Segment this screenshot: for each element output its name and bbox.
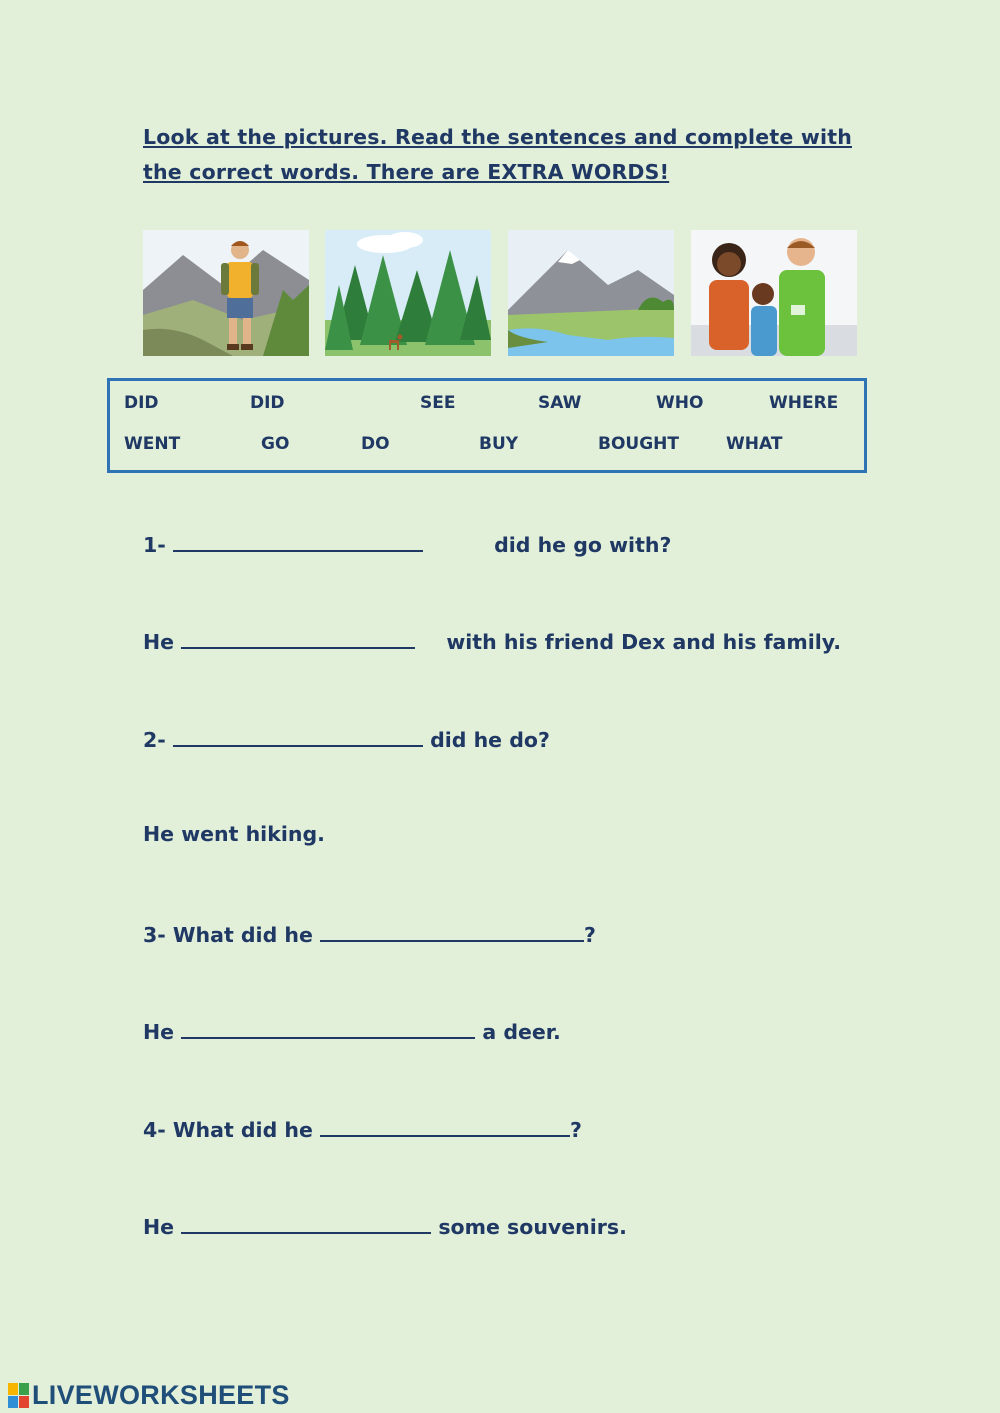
hiker-mountains-icon <box>143 230 309 356</box>
word-who[interactable]: WHO <box>656 393 704 413</box>
question-1-suffix: did he go with? <box>494 533 672 557</box>
question-4-suffix: ? <box>570 1118 582 1142</box>
question-1 <box>143 530 671 557</box>
answer-blank-7[interactable] <box>181 1212 431 1234</box>
word-go[interactable]: GO <box>261 434 290 454</box>
answer-2: He went hiking. <box>143 822 325 846</box>
word-buy[interactable]: BUY <box>479 434 519 454</box>
word-went[interactable]: WENT <box>124 434 181 454</box>
answer-3-prefix: He <box>143 1020 175 1044</box>
answer-3-suffix: a deer. <box>482 1020 561 1044</box>
word-see[interactable]: SEE <box>420 393 456 413</box>
word-where[interactable]: WHERE <box>769 393 839 413</box>
question-3-prefix: 3- What did he <box>143 923 313 947</box>
question-2-prefix: 2- <box>143 728 166 752</box>
answer-1-suffix: with his friend Dex and his family. <box>446 630 842 654</box>
instructions-text: Look at the pictures. Read the sentences and complete with the correct words. There are EXTRA WORDS! <box>143 125 852 184</box>
word-do[interactable]: DO <box>361 434 390 454</box>
family-icon <box>691 230 857 356</box>
forest-deer-icon <box>325 230 491 356</box>
answer-blank-4[interactable] <box>320 920 584 942</box>
answer-4 <box>143 1212 627 1239</box>
question-2-suffix: did he do? <box>430 728 550 752</box>
liveworksheets-brand: LIVEWORKSHEETS <box>32 1380 290 1410</box>
word-did-2[interactable]: DID <box>250 393 285 413</box>
answer-blank-6[interactable] <box>320 1115 570 1137</box>
question-2 <box>143 725 550 752</box>
liveworksheets-blocks-icon <box>8 1383 30 1409</box>
answer-4-prefix: He <box>143 1215 175 1239</box>
question-1-prefix: 1- <box>143 533 166 557</box>
question-3-suffix: ? <box>584 923 596 947</box>
word-did-1[interactable]: DID <box>124 393 159 413</box>
mountain-lake-icon <box>508 230 674 356</box>
answer-3 <box>143 1017 561 1044</box>
answer-4-suffix: some souvenirs. <box>438 1215 627 1239</box>
word-bank <box>107 378 867 473</box>
word-saw[interactable]: SAW <box>538 393 582 413</box>
answer-blank-3[interactable] <box>173 725 423 747</box>
answer-1-prefix: He <box>143 630 175 654</box>
liveworksheets-logo <box>8 1380 290 1411</box>
word-what[interactable]: WHAT <box>726 434 783 454</box>
question-3 <box>143 920 596 947</box>
question-4-prefix: 4- What did he <box>143 1118 313 1142</box>
answer-blank-1[interactable] <box>173 530 423 552</box>
answer-blank-5[interactable] <box>181 1017 475 1039</box>
question-4 <box>143 1115 582 1142</box>
word-bought[interactable]: BOUGHT <box>598 434 679 454</box>
answer-1 <box>143 627 841 654</box>
answer-blank-2[interactable] <box>181 627 415 649</box>
